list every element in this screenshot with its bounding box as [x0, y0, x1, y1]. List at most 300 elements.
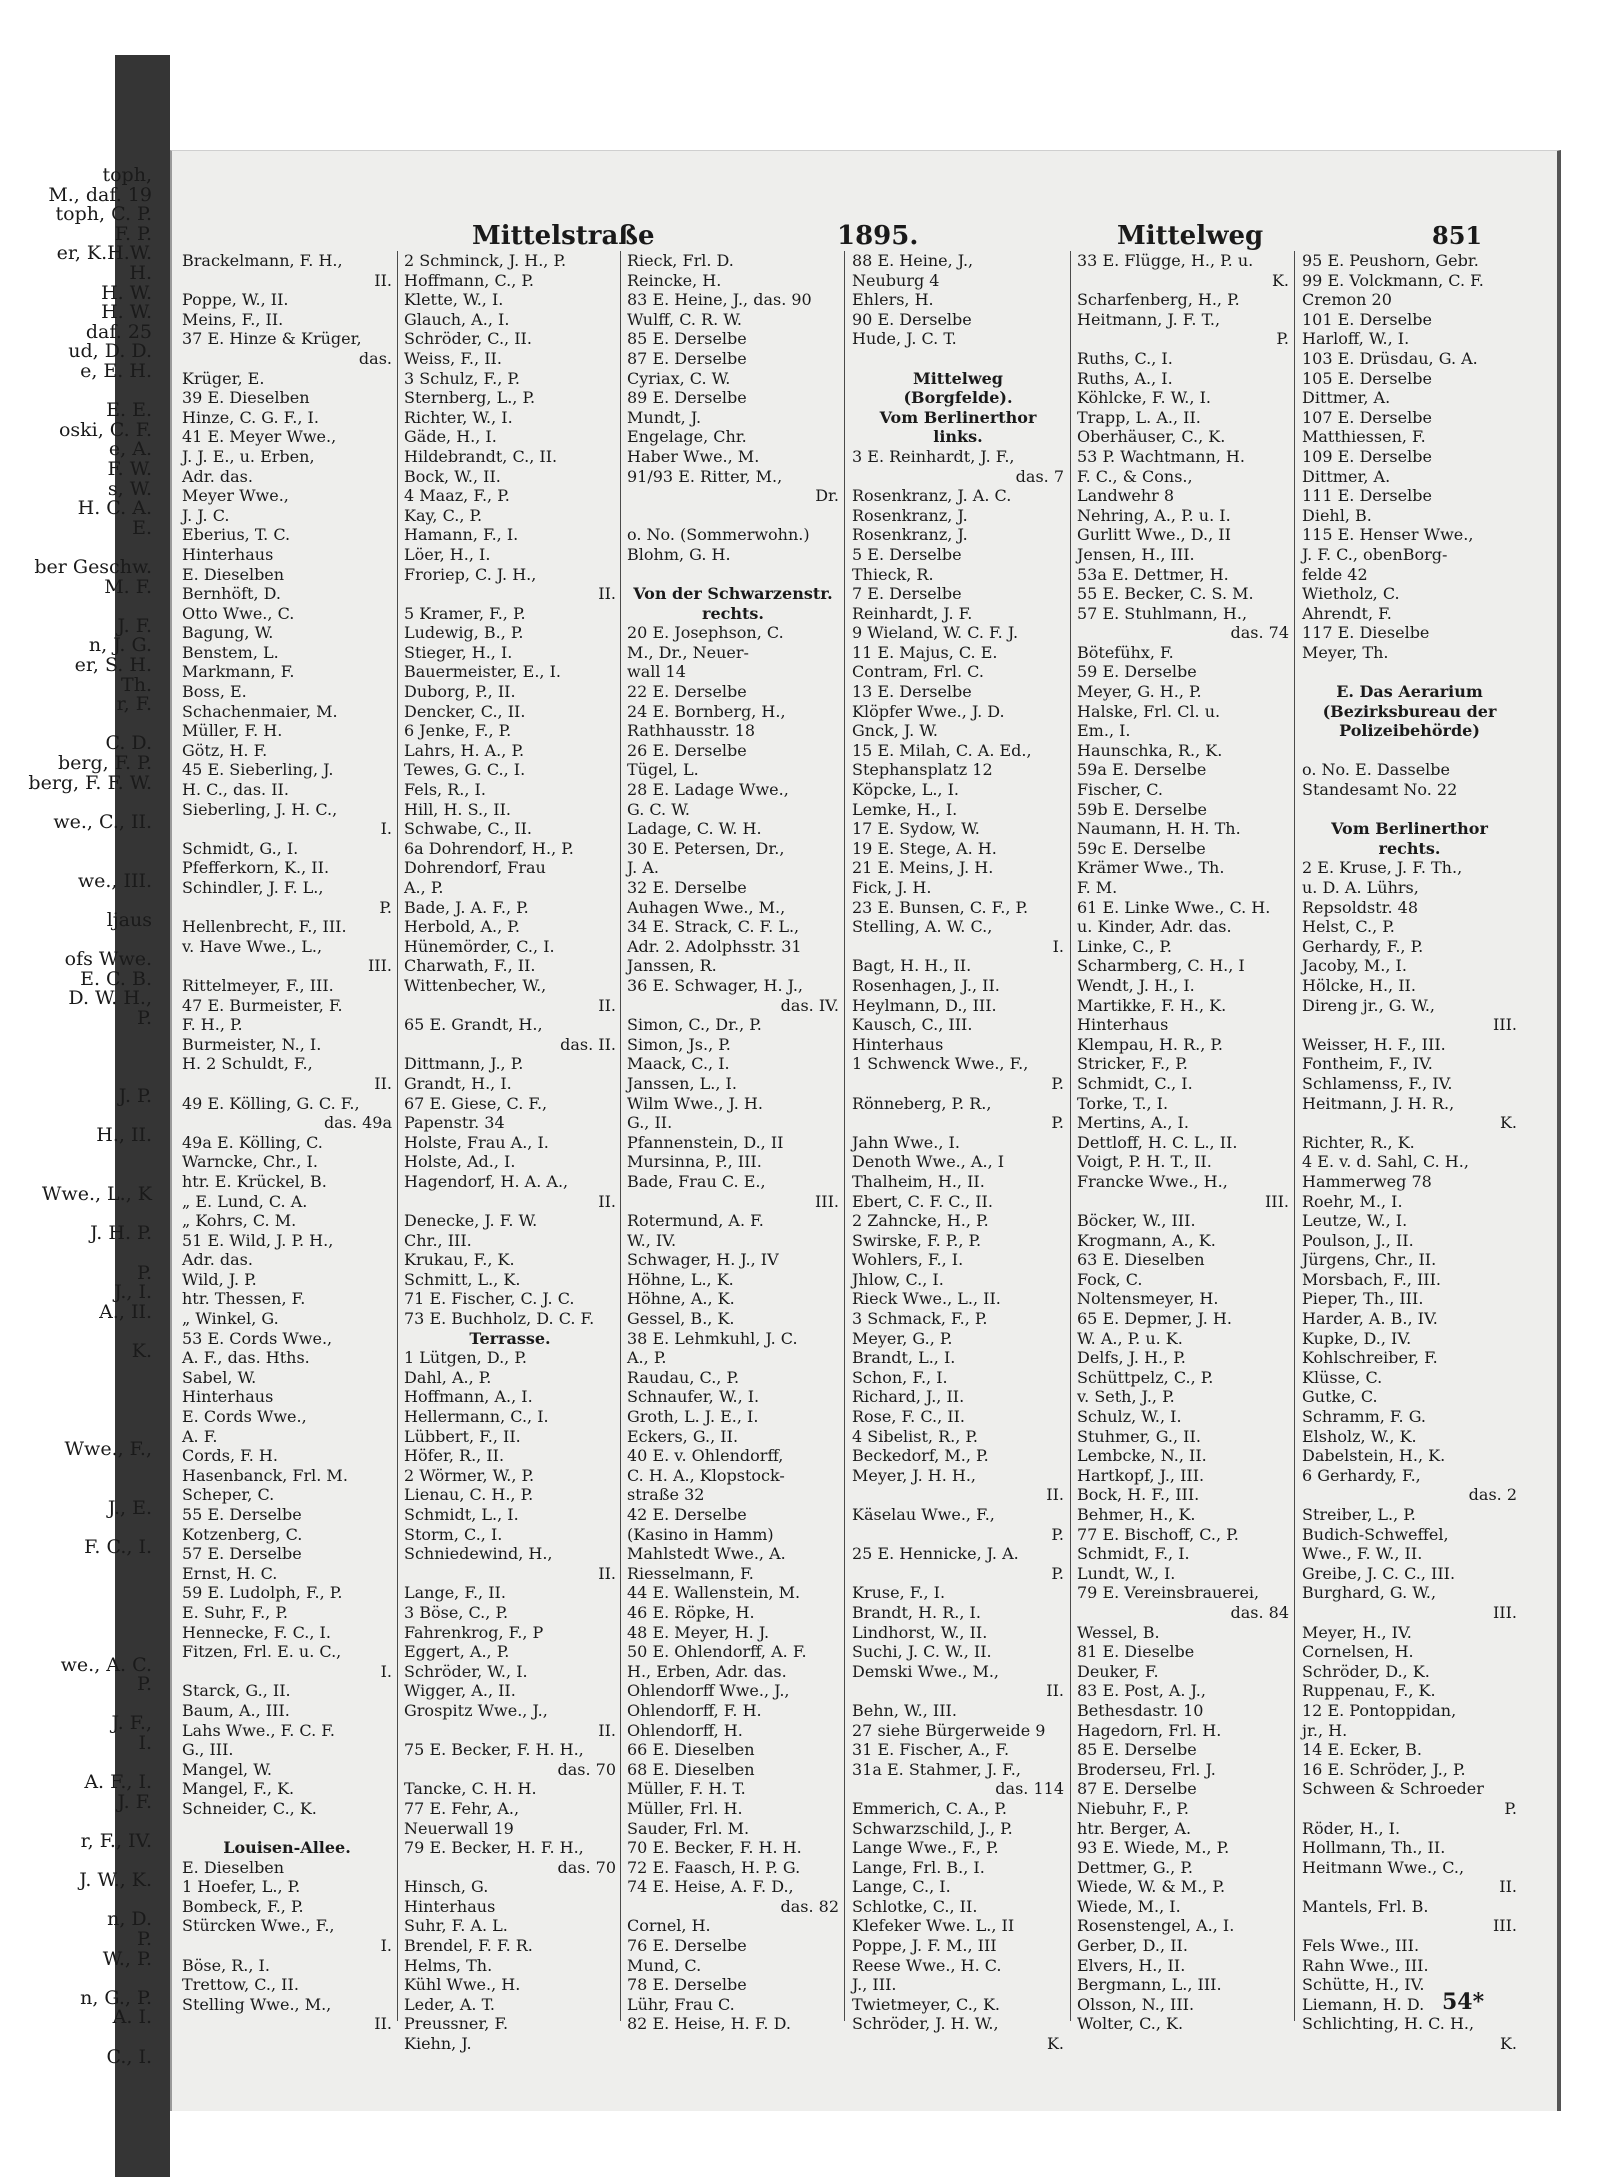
- directory-entry: Storm, C., I.: [404, 1524, 503, 1544]
- directory-entry: Tewes, G. C., I.: [404, 760, 526, 780]
- directory-entry: Bock, H. F., III.: [1077, 1485, 1200, 1505]
- directory-entry: 42 E. Derselbe: [627, 1505, 747, 1524]
- prev-page-line: J., I.: [114, 1281, 152, 1304]
- directory-entry: II.: [598, 1720, 616, 1740]
- directory-entry: Hasenbanck, Frl. M.: [182, 1465, 348, 1485]
- directory-entry: 85 E. Derselbe: [627, 329, 747, 349]
- directory-entry: Schnaufer, W., I.: [627, 1387, 760, 1407]
- directory-entry: Mund, C.: [627, 1955, 702, 1975]
- prev-page-line: n, G., P.: [80, 1986, 152, 2009]
- directory-entry: Lübbert, F., II.: [404, 1426, 521, 1446]
- directory-entry: Contram, Frl. C.: [852, 662, 984, 682]
- directory-entry: 3 Schmack, F., P.: [852, 1309, 988, 1329]
- directory-entry: II.: [1046, 1681, 1064, 1701]
- directory-entry: 117 E. Dieselbe: [1302, 623, 1430, 643]
- directory-entry: H. 2 Schuldt, F.,: [182, 1054, 313, 1074]
- directory-entry: Gerber, D., II.: [1077, 1936, 1188, 1956]
- prev-page-line: J., E.: [107, 1496, 152, 1519]
- prev-page-line: s, W.: [107, 477, 152, 500]
- directory-entry: 59 E. Ludolph, F., P.: [182, 1583, 343, 1603]
- directory-entry: Denoth Wwe., A., I: [852, 1152, 1005, 1172]
- directory-entry: III.: [1492, 1015, 1517, 1035]
- prev-page-line: A. F., I.: [84, 1771, 152, 1794]
- directory-entry: das. 70: [557, 1857, 616, 1877]
- directory-entry: G., III.: [182, 1740, 234, 1760]
- directory-entry: Rotermund, A. F.: [627, 1211, 764, 1231]
- directory-entry: Haunschka, R., K.: [1077, 740, 1223, 760]
- directory-entry: Fick, J. H.: [852, 878, 932, 897]
- directory-entry: htr. Berger, A.: [1077, 1818, 1192, 1838]
- directory-entry: Stelling Wwe., M.,: [182, 1994, 332, 2014]
- directory-entry: Klöpfer Wwe., J. D.: [852, 701, 1005, 721]
- directory-entry: E. Dieselben: [182, 1857, 285, 1877]
- directory-entry: Müller, F. H. T.: [627, 1779, 746, 1799]
- directory-entry: Rieck, Frl. D.: [627, 251, 734, 270]
- directory-entry: Stieger, H., I.: [404, 642, 513, 662]
- directory-entry: Mantels, Frl. B.: [1302, 1896, 1429, 1916]
- directory-entry: III.: [1492, 1916, 1517, 1936]
- directory-entry: Köhlcke, F. W., I.: [1077, 388, 1211, 408]
- prev-page-line: ljaus: [106, 908, 152, 931]
- directory-entry: Klette, W., I.: [404, 290, 504, 310]
- directory-entry: Wiede, W. & M., P.: [1077, 1877, 1226, 1897]
- directory-entry: G., II.: [627, 1113, 673, 1133]
- prev-page-line: J. W., K.: [79, 1869, 152, 1892]
- directory-entry: Harloff, W., I.: [1302, 329, 1410, 349]
- directory-entry: Hagedorn, Frl. H.: [1077, 1720, 1222, 1740]
- directory-entry: Linke, C., P.: [1077, 936, 1172, 956]
- directory-entry: 83 E. Post, A. J.,: [1077, 1681, 1206, 1701]
- directory-entry: Jhlow, C., I.: [852, 1269, 944, 1289]
- directory-entry: Krukau, F., K.: [404, 1250, 515, 1270]
- directory-entry: Cyriax, C. W.: [627, 368, 731, 388]
- directory-entry: Kupke, D., IV.: [1302, 1328, 1412, 1348]
- directory-entry: II.: [374, 2014, 392, 2034]
- directory-entry: Heitmann Wwe., C.,: [1302, 1857, 1465, 1877]
- directory-entry: 22 E. Derselbe: [627, 682, 747, 702]
- directory-entry: Maack, C., I.: [627, 1054, 730, 1074]
- directory-entry: Dohrendorf, Frau: [404, 858, 546, 878]
- directory-entry: Lahs Wwe., F. C. F.: [182, 1720, 335, 1740]
- directory-entry: E. Das Aerarium: [1336, 682, 1483, 702]
- directory-entry: Schlamenss, F., IV.: [1302, 1073, 1453, 1093]
- directory-entry: Wigger, A., II.: [404, 1681, 516, 1701]
- directory-entry: Stricker, F., P.: [1077, 1054, 1188, 1074]
- previous-page-edge: [0, 164, 160, 2068]
- directory-entry: II.: [598, 1563, 616, 1583]
- prev-page-line: E. C. B.: [80, 967, 152, 990]
- directory-entry: Schröder, C., II.: [404, 329, 532, 349]
- directory-entry: Simon, C., Dr., P.: [627, 1015, 762, 1035]
- directory-entry: Delfs, J. H., P.: [1077, 1348, 1186, 1368]
- directory-entry: Fischer, C.: [1077, 780, 1163, 800]
- prev-page-line: D. W. H.,: [68, 987, 152, 1010]
- directory-entry: Thalheim, H., II.: [852, 1171, 985, 1191]
- directory-entry: Rosenkranz, J.: [852, 525, 968, 545]
- directory-entry: 57 E. Stuhlmann, H.,: [1077, 603, 1248, 623]
- directory-entry: Holste, Frau A., I.: [404, 1132, 549, 1152]
- directory-entry: Schniedewind, H.,: [404, 1544, 553, 1564]
- directory-entry: Holste, Ad., I.: [404, 1152, 516, 1172]
- directory-entry: Bernhöft, D.: [182, 584, 281, 604]
- directory-entry: v. Seth, J., P.: [1077, 1387, 1175, 1407]
- directory-entry: Schmidt, F., I.: [1077, 1544, 1190, 1564]
- directory-entry: 3 Schulz, F., P.: [404, 368, 520, 388]
- directory-entry: Burghard, G. W.,: [1302, 1583, 1437, 1603]
- directory-entry: 16 E. Schröder, J., P.: [1302, 1759, 1466, 1779]
- directory-entry: straße 32: [627, 1485, 705, 1505]
- directory-entry: Bade, Frau C. E.,: [627, 1171, 766, 1191]
- directory-entry: 17 E. Sydow, W.: [852, 819, 980, 839]
- directory-entry: Krüger, E.: [182, 368, 265, 388]
- directory-entry: H. C., das. II.: [182, 780, 289, 800]
- directory-entry: „ E. Lund, C. A.: [182, 1191, 308, 1211]
- directory-entry: Hinsch, G.: [404, 1877, 489, 1897]
- directory-entry: P.: [1051, 1524, 1064, 1544]
- directory-entry: III.: [814, 1191, 839, 1211]
- directory-entry: 59c E. Derselbe: [1077, 838, 1206, 858]
- prev-page-line: ud, D. D.: [68, 340, 152, 363]
- directory-entry: Preussner, F.: [404, 2014, 509, 2034]
- directory-entry: Mursinna, P., III.: [627, 1152, 762, 1172]
- directory-entry: P.: [1504, 1798, 1517, 1818]
- directory-entry: 65 E. Depmer, J. H.: [1077, 1309, 1232, 1329]
- directory-entry: Kotzenberg, C.: [182, 1524, 303, 1544]
- directory-entry: Thieck, R.: [852, 564, 934, 584]
- directory-entry: 91/93 E. Ritter, M.,: [627, 466, 783, 486]
- directory-entry: Stuhmer, G., II.: [1077, 1426, 1201, 1446]
- directory-entry: 4 Sibelist, R., P.: [852, 1426, 979, 1446]
- directory-entry: C. H. A., Klopstock-: [627, 1465, 785, 1485]
- directory-entry: Rosenkranz, J.: [852, 505, 968, 525]
- directory-entry: Rittelmeyer, F., III.: [182, 975, 334, 995]
- directory-entry: 49a E. Kölling, C.: [182, 1132, 323, 1152]
- directory-entry: 2 Schminck, J. H., P.: [404, 251, 567, 270]
- directory-entry: 88 E. Heine, J.,: [852, 251, 974, 270]
- directory-entry: o. No. E. Dasselbe: [1302, 760, 1450, 780]
- directory-entry: Ebert, C. F. C., II.: [852, 1191, 993, 1211]
- directory-entry: (Bezirksbureau der: [1322, 701, 1497, 721]
- directory-entry: Leder, A. T.: [404, 1994, 495, 2014]
- directory-entry: Torke, T., I.: [1077, 1093, 1169, 1113]
- directory-entry: Cornel, H.: [627, 1916, 711, 1936]
- directory-entry: Rieck Wwe., L., II.: [852, 1289, 1001, 1309]
- directory-entry: 5 E. Derselbe: [852, 544, 962, 564]
- directory-entry: [1302, 800, 1517, 820]
- directory-entry: 9 Wieland, W. C. F. J.: [852, 623, 1019, 643]
- directory-entry: E. Dieselben: [182, 564, 285, 584]
- directory-entry: Grospitz Wwe., J.,: [404, 1700, 548, 1720]
- directory-entry: Ernst, H. C.: [182, 1563, 278, 1583]
- directory-entry: P.: [1051, 1113, 1064, 1133]
- prev-page-line: F. C., I.: [84, 1536, 152, 1558]
- directory-entry: Boss, E.: [182, 682, 247, 702]
- directory-entry: 103 E. Drüsdau, G. A.: [1302, 348, 1478, 368]
- directory-entry: Gutke, C.: [1302, 1387, 1378, 1407]
- directory-entry: Tancke, C. H. H.: [404, 1779, 537, 1799]
- directory-entry: Helms, Th.: [404, 1955, 493, 1975]
- prev-page-line: H.: [129, 262, 152, 284]
- prev-page-line: H. W.: [101, 301, 152, 324]
- directory-entry: Hinterhaus: [1077, 1015, 1169, 1035]
- directory-entry: Gnck, J. W.: [852, 721, 938, 741]
- directory-entry: Warncke, Chr., I.: [182, 1152, 318, 1172]
- directory-entry: wall 14: [627, 662, 686, 682]
- directory-entry: Meyer, G., P.: [852, 1328, 953, 1348]
- directory-entry: Stürcken Wwe., F.,: [182, 1916, 335, 1936]
- directory-entry: Röder, H., I.: [1302, 1818, 1401, 1838]
- directory-entry: 70 E. Becker, F. H. H.: [627, 1838, 802, 1858]
- directory-entry: Benstem, L.: [182, 642, 279, 662]
- directory-entry: 83 E. Heine, J., das. 90: [627, 290, 812, 310]
- directory-entry: Schlichting, H. C. H.,: [1302, 2014, 1475, 2034]
- directory-entry: 89 E. Derselbe: [627, 388, 747, 408]
- directory-entry: Böcker, W., III.: [1077, 1211, 1196, 1231]
- directory-entry: Lemke, H., I.: [852, 799, 958, 819]
- directory-entry: E. Suhr, F., P.: [182, 1602, 288, 1622]
- directory-entry: Schon, F., I.: [852, 1367, 948, 1387]
- prev-page-line: oski, C. F.: [58, 418, 152, 441]
- directory-entry: 4 Maaz, F., P.: [404, 486, 510, 506]
- directory-entry: Sabel, W.: [182, 1367, 257, 1387]
- directory-entry: 77 E. Bischoff, C., P.: [1077, 1524, 1239, 1544]
- directory-entry: Leutze, W., I.: [1302, 1211, 1408, 1231]
- directory-entry: Schmitt, L., K.: [404, 1269, 521, 1289]
- directory-entry: Hennecke, F. C., I.: [182, 1622, 331, 1642]
- directory-entry: Wietholz, C.: [1302, 584, 1400, 604]
- directory-entry: Brandt, H. R., I.: [852, 1602, 981, 1622]
- page-number: 851: [1432, 221, 1483, 250]
- directory-entry: 44 E. Wallenstein, M.: [627, 1583, 801, 1603]
- directory-entry: Naumann, H. H. Th.: [1077, 819, 1241, 839]
- directory-entry: Schmidt, G., I.: [182, 838, 299, 858]
- directory-entry: 115 E. Henser Wwe.,: [1302, 525, 1474, 545]
- directory-entry: Oberhäuser, C., K.: [1077, 427, 1226, 447]
- directory-entry: 77 E. Fehr, A.,: [404, 1798, 520, 1818]
- directory-entry: Pfannenstein, D., II: [627, 1132, 784, 1152]
- directory-entry: II.: [1499, 1877, 1517, 1897]
- directory-entry: Reese Wwe., H. C.: [852, 1955, 1002, 1975]
- directory-entry: 111 E. Derselbe: [1302, 486, 1432, 506]
- directory-entry: Repsoldstr. 48: [1302, 897, 1419, 917]
- prev-page-line: E.: [132, 516, 152, 539]
- directory-entry: Hagendorf, H. A. A.,: [404, 1171, 569, 1191]
- directory-entry: 99 E. Volckmann, C. F.: [1302, 270, 1484, 290]
- prev-page-line: M. F.: [104, 575, 152, 598]
- directory-entry: Hölcke, H., II.: [1302, 975, 1416, 995]
- directory-entry: 72 E. Faasch, H. P. G.: [627, 1857, 801, 1877]
- prev-page-line: J. F.: [117, 1790, 152, 1813]
- prev-page-line: er, K.H.W.: [56, 242, 152, 265]
- directory-entry: 1 Hoefer, L., P.: [182, 1877, 301, 1897]
- directory-entry: Ahrendt, F.: [1302, 603, 1392, 623]
- directory-entry: o. No. (Sommerwohn.): [627, 525, 810, 545]
- directory-entry: 21 E. Meins, J. H.: [852, 858, 994, 878]
- directory-entry: Bagung, W.: [182, 623, 274, 643]
- directory-entry: F. C., & Cons.,: [1077, 466, 1193, 486]
- directory-entry: Schmidt, L., I.: [404, 1505, 519, 1524]
- directory-entry: Hinterhaus: [852, 1034, 944, 1054]
- directory-entry: Hoffmann, C., P.: [404, 270, 534, 290]
- directory-entry: Bergmann, L., III.: [1077, 1975, 1222, 1995]
- directory-entry: Nehring, A., P. u. I.: [1077, 505, 1231, 525]
- directory-entry: das. 114: [995, 1779, 1064, 1799]
- column-3: [627, 251, 839, 2034]
- directory-entry: Schmidt, C., I.: [1077, 1073, 1193, 1093]
- directory-entry: Dittmer, A.: [1302, 388, 1391, 408]
- directory-entry: Böse, R., I.: [182, 1955, 270, 1975]
- directory-entry: Neuburg 4: [852, 270, 940, 290]
- directory-entry: 24 E. Bornberg, H.,: [627, 701, 786, 721]
- directory-entry: Bötefühx, F.: [1077, 642, 1174, 662]
- directory-entry: Meyer, H., IV.: [1302, 1622, 1412, 1642]
- prev-page-line: P.: [137, 1006, 152, 1029]
- directory-entry: 71 E. Fischer, C. J. C.: [404, 1289, 575, 1309]
- header-street-left: Mittelstraße: [472, 221, 655, 251]
- prev-page-line: ofs Wwe.: [64, 948, 152, 970]
- directory-entry: 1 Lütgen, D., P.: [404, 1348, 527, 1368]
- prev-page-line: Th.: [121, 673, 152, 696]
- directory-entry: Kay, C., P.: [404, 505, 483, 525]
- directory-entry: Terrasse.: [469, 1328, 551, 1348]
- directory-entry: W., IV.: [627, 1230, 677, 1250]
- directory-entry: Martikke, F. H., K.: [1077, 995, 1227, 1015]
- column-2: [404, 251, 616, 2054]
- directory-entry: felde 42: [1302, 564, 1368, 584]
- directory-entry: Stephansplatz 12: [852, 760, 993, 780]
- directory-entry: Mittelweg: [913, 368, 1003, 388]
- directory-entry: „ Kohrs, C. M.: [182, 1211, 297, 1231]
- directory-entry: 41 E. Meyer Wwe.,: [182, 427, 337, 447]
- directory-entry: Trapp, L. A., II.: [1077, 407, 1201, 427]
- directory-entry: Krogmann, A., K.: [1077, 1230, 1216, 1250]
- directory-entry: rechts.: [1378, 838, 1441, 858]
- directory-entry: Suhr, F. A. L.: [404, 1916, 508, 1936]
- directory-entry: Wwe., F. W., II.: [1302, 1544, 1423, 1564]
- directory-entry: I.: [380, 819, 392, 839]
- directory-entry: Schröder, D., K.: [1302, 1661, 1430, 1681]
- directory-entry: 23 E. Bunsen, C. F., P.: [852, 897, 1029, 917]
- directory-entry: Jürgens, Chr., II.: [1302, 1250, 1437, 1270]
- directory-entry: Otto Wwe., C.: [182, 603, 295, 623]
- column-divider: [844, 251, 845, 2021]
- directory-entry: Wohlers, F., I.: [852, 1250, 964, 1270]
- directory-entry: Dettmer, G., P.: [1077, 1857, 1193, 1877]
- directory-entry: Ludewig, B., P.: [404, 623, 524, 643]
- directory-entry: 53 E. Cords Wwe.,: [182, 1328, 333, 1348]
- directory-entry: u. Kinder, Adr. das.: [1077, 917, 1232, 937]
- directory-entry: Swirske, F. P., P.: [852, 1230, 982, 1250]
- directory-entry: 93 E. Wiede, M., P.: [1077, 1838, 1230, 1858]
- directory-entry: Dr.: [815, 486, 839, 506]
- directory-entry: 20 E. Josephson, C.: [627, 623, 784, 643]
- directory-entry: Meyer, Th.: [1302, 642, 1389, 662]
- directory-entry: Hildebrandt, C., II.: [404, 446, 558, 466]
- directory-entry: Müller, F. H.: [182, 721, 283, 741]
- prev-page-line: Wwe., F.,: [64, 1438, 152, 1460]
- directory-entry: Froriep, C. J. H.,: [404, 564, 537, 584]
- directory-entry: Ohlendorff, F. H.: [627, 1700, 762, 1720]
- directory-entry: Poppe, J. F. M., III: [852, 1936, 997, 1956]
- directory-entry: Behmer, H., K.: [1077, 1505, 1196, 1524]
- column-divider: [397, 251, 398, 2021]
- directory-entry: Schwarzschild, J., P.: [852, 1818, 1013, 1838]
- directory-entry: Beckedorf, M., P.: [852, 1446, 989, 1466]
- directory-entry: Chr., III.: [404, 1230, 472, 1250]
- directory-entry: Elvers, H., II.: [1077, 1955, 1186, 1975]
- directory-entry: Schlotke, C., II.: [852, 1896, 978, 1916]
- prev-page-line: C., I.: [106, 2045, 152, 2068]
- directory-entry: Budich-Schweffel,: [1302, 1524, 1449, 1544]
- directory-entry: Löer, H., I.: [404, 544, 491, 564]
- directory-entry: 63 E. Dieselben: [1077, 1250, 1205, 1270]
- directory-entry: Fels Wwe., III.: [1302, 1936, 1420, 1956]
- directory-entry: Baum, A., III.: [182, 1700, 290, 1720]
- prev-page-line: J. P.: [118, 1085, 152, 1108]
- directory-entry: J. J. C.: [182, 505, 230, 525]
- directory-entry: Ladage, C. W. H.: [627, 819, 762, 839]
- directory-entry: Kühl Wwe., H.: [404, 1975, 521, 1995]
- directory-entry: Groth, L. J. E., I.: [627, 1407, 759, 1427]
- directory-entry: rechts.: [702, 603, 764, 623]
- directory-entry: Noltensmeyer, H.: [1077, 1289, 1219, 1309]
- directory-entry: Charwath, F., II.: [404, 956, 536, 976]
- directory-entry: Deuker, F.: [1077, 1661, 1159, 1681]
- directory-entry: 6 Gerhardy, F.,: [1302, 1465, 1421, 1485]
- directory-entry: 66 E. Dieselben: [627, 1740, 755, 1760]
- directory-entry: 2 Zahncke, H., P.: [852, 1211, 989, 1231]
- directory-entry: 68 E. Dieselben: [627, 1759, 755, 1779]
- directory-entry: Lindhorst, W., II.: [852, 1622, 988, 1642]
- directory-entry: Rahn Wwe., III.: [1302, 1955, 1429, 1975]
- directory-entry: Twietmeyer, C., K.: [852, 1994, 1000, 2014]
- directory-entry: Mangel, F., K.: [182, 1779, 295, 1799]
- directory-entry: Rönneberg, P. R.,: [852, 1093, 992, 1113]
- directory-entry: 78 E. Derselbe: [627, 1975, 747, 1995]
- directory-entry: Broderseu, Frl. J.: [1077, 1759, 1216, 1779]
- directory-entry: Höfer, R., II.: [404, 1446, 505, 1466]
- directory-entry: Bethesdastr. 10: [1077, 1700, 1204, 1720]
- directory-entry: 39 E. Dieselben: [182, 388, 310, 408]
- prev-page-line: J. F.: [117, 614, 152, 637]
- directory-entry: 45 E. Sieberling, J.: [182, 760, 334, 780]
- prev-page-line: berg, F. F. W.: [28, 771, 152, 794]
- directory-entry: Rose, F. C., II.: [852, 1407, 965, 1427]
- prev-page-line: daf. 25: [85, 320, 152, 343]
- directory-entry: 57 E. Derselbe: [182, 1544, 302, 1564]
- directory-entry: [182, 1819, 392, 1839]
- directory-entry: Riesselmann, F.: [627, 1563, 754, 1583]
- directory-entry: [852, 349, 1064, 369]
- directory-entry: Mahlstedt Wwe., A.: [627, 1544, 786, 1564]
- prev-page-line: A., II.: [99, 1300, 152, 1323]
- directory-entry: II.: [1046, 1485, 1064, 1505]
- directory-entry: Weisser, H. F., III.: [1302, 1034, 1446, 1054]
- directory-entry: Cremon 20: [1302, 290, 1392, 310]
- directory-entry: Lembcke, N., II.: [1077, 1446, 1207, 1466]
- directory-entry: Lienau, C. H., P.: [404, 1485, 534, 1505]
- directory-entry: 76 E. Derselbe: [627, 1936, 747, 1956]
- directory-entry: Mundt, J.: [627, 407, 702, 427]
- directory-entry: Janssen, L., I.: [627, 1073, 737, 1093]
- directory-entry: 37 E. Hinze & Krüger,: [182, 329, 362, 349]
- directory-entry: I.: [380, 1661, 392, 1681]
- prev-page-line: we., A. C.: [60, 1653, 152, 1676]
- directory-entry: Lange Wwe., F., P.: [852, 1838, 999, 1858]
- directory-entry: Käselau Wwe., F.,: [852, 1505, 995, 1524]
- directory-entry: A., P.: [627, 1348, 667, 1368]
- directory-entry: 2 E. Kruse, J. F. Th.,: [1302, 858, 1463, 878]
